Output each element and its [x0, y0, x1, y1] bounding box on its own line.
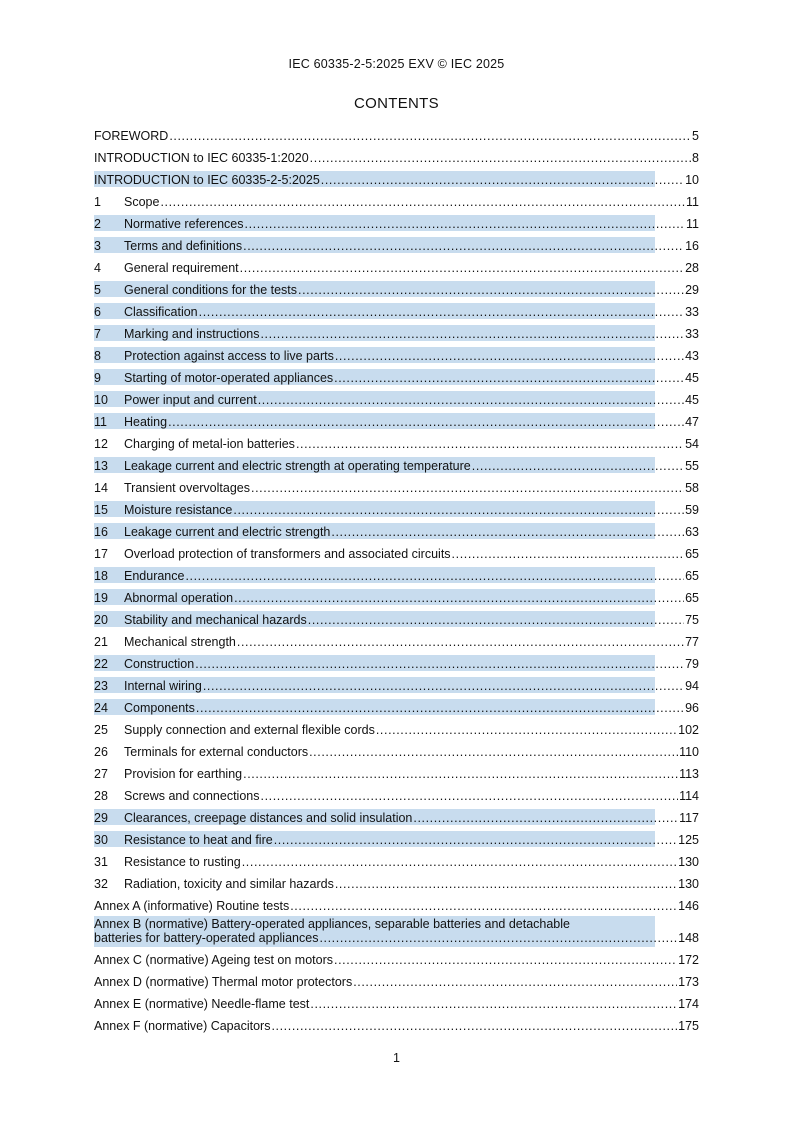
toc-entry[interactable]	[94, 948, 699, 970]
dot-leader	[251, 481, 684, 495]
toc-entry[interactable]	[94, 806, 699, 828]
dot-leader	[334, 371, 684, 385]
toc-entry[interactable]	[94, 718, 699, 740]
toc-entry-title: Power input and current	[124, 393, 257, 407]
toc-entry-number: 6	[94, 305, 101, 319]
toc-entry-number: 1	[94, 195, 101, 209]
dot-leader	[160, 195, 685, 209]
dot-leader	[234, 591, 684, 605]
toc-entry-title: Charging of metal-ion batteries	[124, 437, 295, 451]
toc-entry-title: Annex C (normative) Ageing test on motors	[94, 953, 334, 967]
toc-entry[interactable]	[94, 190, 699, 212]
contents-title: CONTENTS	[354, 95, 439, 112]
toc-entry-number: 29	[94, 811, 108, 825]
toc-entry-number: 32	[94, 877, 108, 891]
toc-entry-title: Annex E (normative) Needle-flame test	[94, 997, 310, 1011]
toc-entry-number: 14	[94, 481, 108, 495]
toc-entry-page: 45	[685, 393, 699, 407]
toc-entry-title: Resistance to heat and fire	[124, 833, 273, 847]
dot-leader	[321, 173, 684, 187]
toc-entry[interactable]	[94, 674, 699, 696]
toc-entry-page: 75	[685, 613, 699, 627]
dot-leader	[169, 129, 691, 143]
toc-entry-page: 58	[685, 481, 699, 495]
toc-entry-number: 25	[94, 723, 108, 737]
dot-leader	[261, 789, 679, 803]
dot-leader	[308, 613, 684, 627]
toc-entry[interactable]	[94, 520, 699, 542]
toc-entry-page: 172	[678, 953, 699, 967]
toc-entry-number: 5	[94, 283, 101, 297]
dot-leader	[319, 931, 677, 945]
table-of-contents	[94, 124, 699, 1036]
toc-entry-page: 125	[678, 833, 699, 847]
dot-leader	[185, 569, 684, 583]
dot-leader	[195, 657, 684, 671]
toc-entry[interactable]	[94, 124, 699, 146]
toc-entry-title: Terms and definitions	[124, 239, 243, 253]
toc-entry-title: Annex F (normative) Capacitors	[94, 1019, 271, 1033]
toc-entry-number: 19	[94, 591, 108, 605]
toc-entry-page: 63	[685, 525, 699, 539]
toc-entry-title: Heating	[124, 415, 168, 429]
toc-entry-title: General requirement	[124, 261, 239, 275]
toc-entry-title: Leakage current and electric strength at operating temperature	[124, 459, 471, 473]
toc-entry[interactable]	[94, 828, 699, 850]
toc-entry[interactable]	[94, 970, 699, 992]
toc-entry-title: Resistance to rusting	[124, 855, 241, 869]
dot-leader	[258, 393, 684, 407]
toc-entry[interactable]	[94, 322, 699, 344]
toc-entry-number: 28	[94, 789, 108, 803]
toc-entry-page: 28	[685, 261, 699, 275]
toc-entry[interactable]	[94, 696, 699, 718]
toc-entry-page: 130	[678, 877, 699, 891]
toc-entry-page: 77	[685, 635, 699, 649]
toc-entry[interactable]	[94, 608, 699, 630]
toc-entry-page: 65	[685, 591, 699, 605]
toc-entry[interactable]	[94, 784, 699, 806]
toc-entry-title: Endurance	[124, 569, 185, 583]
dot-leader	[452, 547, 685, 561]
toc-entry-number: 11	[94, 415, 107, 429]
toc-entry-page: 65	[685, 569, 699, 583]
toc-entry-number: 7	[94, 327, 101, 341]
toc-entry[interactable]	[94, 652, 699, 674]
toc-entry-number: 2	[94, 217, 101, 231]
toc-entry-title: Classification	[124, 305, 198, 319]
toc-entry-page: 5	[692, 129, 699, 143]
dot-leader	[353, 975, 677, 989]
toc-entry-title: Terminals for external conductors	[124, 745, 309, 759]
toc-entry-title: Clearances, creepage distances and solid insulation	[124, 811, 413, 825]
toc-entry[interactable]	[94, 476, 699, 498]
dot-leader	[168, 415, 684, 429]
toc-entry-number: 24	[94, 701, 108, 715]
toc-entry-number: 27	[94, 767, 108, 781]
toc-entry-page: 54	[685, 437, 699, 451]
toc-entry-title: Provision for earthing	[124, 767, 243, 781]
toc-entry-number: 13	[94, 459, 108, 473]
toc-entry[interactable]	[94, 872, 699, 894]
toc-entry[interactable]	[94, 432, 699, 454]
toc-entry-page: 96	[685, 701, 699, 715]
toc-entry[interactable]	[94, 366, 699, 388]
dot-leader	[274, 833, 677, 847]
dot-leader	[472, 459, 684, 473]
toc-entry[interactable]	[94, 630, 699, 652]
toc-entry-number: 3	[94, 239, 101, 253]
toc-entry-number: 30	[94, 833, 108, 847]
dot-leader	[310, 151, 691, 165]
dot-leader	[203, 679, 684, 693]
toc-entry-title: Starting of motor-operated appliances	[124, 371, 334, 385]
toc-entry[interactable]	[94, 542, 699, 564]
toc-entry-page: 55	[685, 459, 699, 473]
toc-entry-number: 10	[94, 393, 108, 407]
dot-leader	[242, 855, 677, 869]
toc-entry-number: 8	[94, 349, 101, 363]
dot-leader	[335, 877, 677, 891]
toc-entry-number: 22	[94, 657, 108, 671]
toc-entry-number: 9	[94, 371, 101, 385]
toc-entry[interactable]	[94, 300, 699, 322]
toc-entry-page: 102	[678, 723, 699, 737]
toc-entry-title: Overload protection of transformers and associated circuits	[124, 547, 451, 561]
toc-entry-title: Normative references	[124, 217, 244, 231]
toc-entry-page: 29	[685, 283, 699, 297]
dot-leader	[233, 503, 684, 517]
toc-entry[interactable]	[94, 992, 699, 1014]
dot-leader	[196, 701, 684, 715]
toc-entry-page: 65	[685, 547, 699, 561]
dot-leader	[237, 635, 684, 649]
dot-leader	[240, 261, 684, 275]
toc-entry-title: General conditions for the tests	[124, 283, 298, 297]
toc-entry-title: Abnormal operation	[124, 591, 234, 605]
toc-entry[interactable]	[94, 146, 699, 168]
toc-entry-page: 79	[685, 657, 699, 671]
toc-entry-page: 148	[678, 931, 699, 945]
toc-entry-page: 8	[692, 151, 699, 165]
toc-entry-title: Leakage current and electric strength	[124, 525, 331, 539]
toc-entry[interactable]	[94, 916, 699, 948]
toc-entry-page: 173	[678, 975, 699, 989]
toc-entry-title: Internal wiring	[124, 679, 202, 693]
toc-entry[interactable]	[94, 278, 699, 300]
dot-leader	[199, 305, 684, 319]
dot-leader	[334, 953, 677, 967]
dot-leader	[243, 767, 678, 781]
toc-entry[interactable]	[94, 762, 699, 784]
toc-entry-page: 146	[678, 899, 699, 913]
dot-leader	[335, 349, 684, 363]
toc-entry-page: 94	[685, 679, 699, 693]
document-header: IEC 60335-2-5:2025 EXV © IEC 2025	[288, 57, 505, 71]
toc-entry-page: 175	[678, 1019, 699, 1033]
toc-entry[interactable]	[94, 850, 699, 872]
toc-entry-page: 11	[686, 195, 699, 209]
toc-entry-title: INTRODUCTION to IEC 60335-2-5:2025	[94, 173, 320, 187]
dot-leader	[310, 997, 677, 1011]
toc-entry[interactable]	[94, 212, 699, 234]
dot-leader	[290, 899, 677, 913]
toc-entry[interactable]	[94, 234, 699, 256]
toc-entry[interactable]	[94, 344, 699, 366]
toc-entry-number: 15	[94, 503, 108, 517]
toc-entry-title: Supply connection and external flexible cords	[124, 723, 375, 737]
toc-entry[interactable]	[94, 388, 699, 410]
toc-entry-page: 117	[679, 811, 699, 825]
toc-entry[interactable]	[94, 410, 699, 432]
dot-leader	[243, 239, 684, 253]
dot-leader	[260, 327, 684, 341]
page-number: 1	[393, 1051, 400, 1065]
toc-entry-page: 45	[685, 371, 699, 385]
toc-entry-title: Stability and mechanical hazards	[124, 613, 307, 627]
toc-entry-title: Radiation, toxicity and similar hazards	[124, 877, 334, 891]
toc-entry-number: 16	[94, 525, 108, 539]
toc-entry-page: 43	[685, 349, 699, 363]
toc-entry-page: 33	[685, 327, 699, 341]
toc-entry-page: 33	[685, 305, 699, 319]
toc-entry-title: Screws and connections	[124, 789, 260, 803]
toc-entry-title: Transient overvoltages	[124, 481, 250, 495]
toc-entry-page: 16	[685, 239, 699, 253]
toc-entry-title: Mechanical strength	[124, 635, 236, 649]
dot-leader	[376, 723, 677, 737]
toc-entry-page: 59	[685, 503, 699, 517]
dot-leader	[296, 437, 684, 451]
toc-entry-number: 18	[94, 569, 108, 583]
dot-leader	[309, 745, 678, 759]
toc-entry-title-continued: batteries for battery-operated appliances	[94, 931, 319, 945]
toc-entry-title: Annex A (informative) Routine tests	[94, 899, 290, 913]
toc-entry-page: 10	[685, 173, 699, 187]
toc-entry-number: 26	[94, 745, 108, 759]
toc-entry-number: 12	[94, 437, 108, 451]
dot-leader	[413, 811, 678, 825]
toc-entry-title: Components	[124, 701, 195, 715]
dot-leader	[271, 1019, 677, 1033]
toc-entry[interactable]	[94, 498, 699, 520]
toc-entry-number: 31	[94, 855, 108, 869]
toc-entry-title: Moisture resistance	[124, 503, 233, 517]
toc-entry[interactable]	[94, 454, 699, 476]
dot-leader	[298, 283, 684, 297]
toc-entry-number: 23	[94, 679, 108, 693]
toc-entry-page: 130	[678, 855, 699, 869]
toc-entry[interactable]	[94, 1014, 699, 1036]
toc-entry-page: 11	[686, 217, 699, 231]
toc-entry[interactable]	[94, 256, 699, 278]
toc-entry-title: Scope	[124, 195, 160, 209]
toc-entry[interactable]	[94, 564, 699, 586]
toc-entry-number: 4	[94, 261, 101, 275]
toc-entry-title: INTRODUCTION to IEC 60335-1:2020	[94, 151, 309, 165]
toc-entry-title: FOREWORD	[94, 129, 169, 143]
toc-entry-number: 17	[94, 547, 108, 561]
toc-entry[interactable]	[94, 894, 699, 916]
toc-entry-page: 47	[685, 415, 699, 429]
toc-entry-title: Annex B (normative) Battery-operated appliances, separable batteries and detachable	[94, 917, 570, 931]
toc-entry-title: Annex D (normative) Thermal motor protectors	[94, 975, 353, 989]
toc-entry-title: Construction	[124, 657, 195, 671]
dot-leader	[245, 217, 686, 231]
toc-entry-page: 174	[678, 997, 699, 1011]
toc-entry[interactable]	[94, 586, 699, 608]
toc-entry-number: 21	[94, 635, 108, 649]
toc-entry[interactable]	[94, 168, 699, 190]
toc-entry-page: 110	[679, 745, 699, 759]
toc-entry-page: 114	[679, 789, 699, 803]
toc-entry-title: Protection against access to live parts	[124, 349, 334, 363]
toc-entry-number: 20	[94, 613, 108, 627]
dot-leader	[331, 525, 684, 539]
toc-entry-page: 113	[679, 767, 699, 781]
toc-entry-title: Marking and instructions	[124, 327, 260, 341]
toc-entry[interactable]	[94, 740, 699, 762]
